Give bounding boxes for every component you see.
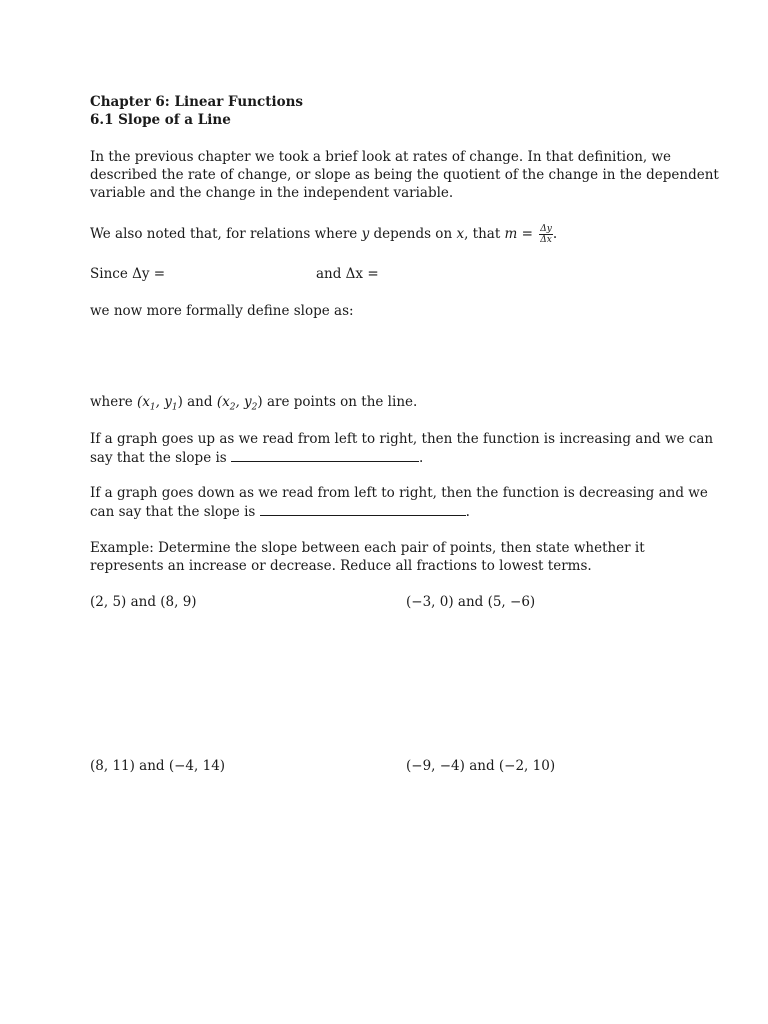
intro-line-1: In the previous chapter we took a brief look at rates of change. In that definition, we [90,149,672,165]
intro-line-3: variable and the change in the independent variable. [90,185,454,201]
formal-define-line: we now more formally define slope as: [90,303,354,319]
increasing-answer-blank[interactable] [231,448,419,462]
decreasing-answer-blank[interactable] [260,502,466,516]
intro-line-2: described the rate of change, or slope as being the quotient of the change in the dependent [90,167,719,183]
problem-1: (2, 5) and (8, 9) [90,594,197,610]
example-line-2: represents an increase or decrease. Reduce all fractions to lowest terms. [90,558,592,574]
since-delta-y: Since Δy = [90,266,166,282]
problem-3: (8, 11) and (−4, 14) [90,758,226,774]
example-line-1: Example: Determine the slope between each pair of points, then state whether it [90,540,645,556]
increasing-line-1: If a graph goes up as we read from left to right, then the function is increasing and we can [90,431,714,447]
decreasing-line-1: If a graph goes down as we read from left to right, then the function is decreasing and we [90,485,708,501]
chapter-title: Chapter 6: Linear Functions [90,94,304,110]
slope-fraction: $\frac{\Delta y}{\Delta x}$ [540,224,552,245]
problem-4: (−9, −4) and (−2, 10) [406,758,556,774]
problem-2: (−3, 0) and (5, −6) [406,594,536,610]
and-delta-x: and Δx = [316,266,379,282]
increasing-line-2: say that the slope is . [90,450,424,466]
section-title: 6.1 Slope of a Line [90,112,231,128]
decreasing-line-2: can say that the slope is . [90,504,470,520]
where-line: where ($x_1$, $y_1$) and ($x_2$, $y_2$) are points on the line. [90,394,418,413]
noted-line: We also noted that, for relations where y depends on x, that m = $\frac{\Delta y}{\Delta x}$ . [90,224,558,245]
